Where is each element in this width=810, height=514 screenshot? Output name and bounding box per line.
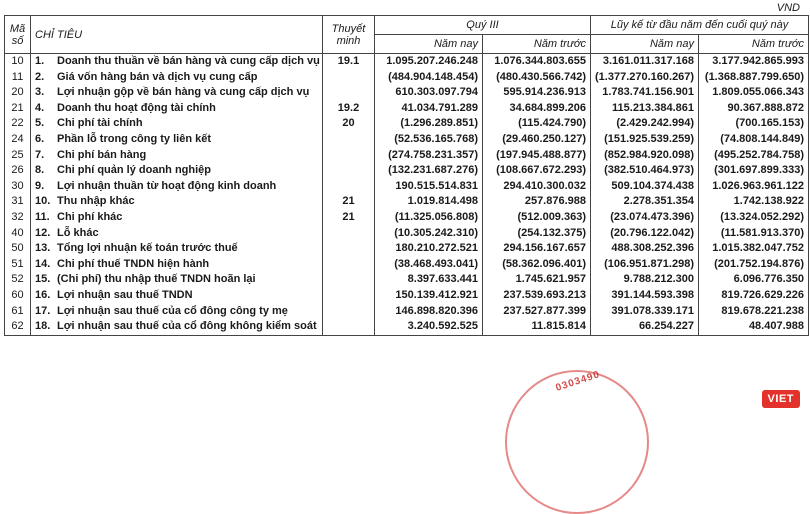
row-ytd-this-year: 391.144.593.398 (591, 288, 699, 304)
row-quarter-last-year: (29.460.250.127) (483, 132, 591, 148)
ytd-this-year-header: Năm nay (591, 35, 699, 54)
row-item (31, 163, 323, 179)
row-note (323, 163, 375, 179)
row-note (323, 257, 375, 273)
row-note (323, 132, 375, 148)
row-quarter-this-year: (52.536.165.768) (375, 132, 483, 148)
row-label: Doanh thu hoạt động tài chính (57, 101, 216, 114)
note-header: Thuyết minh (323, 16, 375, 54)
row-note: 20 (323, 116, 375, 132)
row-note (323, 226, 375, 242)
row-ytd-last-year: 48.407.988 (699, 319, 809, 335)
row-number: 8. (35, 164, 45, 177)
row-label: Chi phí bán hàng (57, 148, 147, 161)
row-ytd-last-year: 1.026.963.961.122 (699, 179, 809, 195)
row-number: 14. (35, 257, 51, 270)
row-number: 9. (35, 179, 45, 192)
currency-unit: VND (776, 2, 800, 14)
row-item (31, 257, 323, 273)
row-ytd-last-year: (74.808.144.849) (699, 132, 809, 148)
row-ytd-last-year: 1.742.138.922 (699, 194, 809, 210)
row-quarter-last-year: 257.876.988 (483, 194, 591, 210)
row-quarter-this-year: 180.210.272.521 (375, 241, 483, 257)
row-note (323, 272, 375, 288)
row-note: 19.2 (323, 101, 375, 117)
row-code: 31 (5, 194, 31, 210)
row-item (31, 241, 323, 257)
table-row (5, 319, 809, 335)
row-ytd-last-year: (495.252.784.758) (699, 148, 809, 164)
row-quarter-this-year: 8.397.633.441 (375, 272, 483, 288)
row-quarter-last-year: (254.132.375) (483, 226, 591, 242)
table-row (5, 288, 809, 304)
row-number: 11. (35, 210, 50, 223)
row-quarter-last-year: (58.362.096.401) (483, 257, 591, 273)
row-label: Chi phí tài chính (57, 117, 143, 130)
row-quarter-this-year: (484.904.148.454) (375, 70, 483, 86)
row-code: 21 (5, 101, 31, 117)
company-seal (505, 370, 649, 514)
q-last-year-header: Năm trước (483, 35, 591, 54)
row-code: 60 (5, 288, 31, 304)
row-ytd-this-year: (852.984.920.098) (591, 148, 699, 164)
row-note (323, 85, 375, 101)
row-ytd-last-year: (301.697.899.333) (699, 163, 809, 179)
row-item (31, 288, 323, 304)
row-quarter-this-year: 150.139.412.921 (375, 288, 483, 304)
table-row (5, 194, 809, 210)
table-row (5, 272, 809, 288)
row-number: 15. (35, 273, 51, 286)
row-quarter-this-year: (38.468.493.041) (375, 257, 483, 273)
row-item (31, 194, 323, 210)
row-note: 19.1 (323, 54, 375, 70)
row-code: 51 (5, 257, 31, 273)
ytd-last-year-header: Năm trước (699, 35, 809, 54)
table-row (5, 70, 809, 86)
row-ytd-this-year: 391.078.339.171 (591, 304, 699, 320)
row-ytd-last-year: 819.726.629.226 (699, 288, 809, 304)
income-statement-table (4, 15, 809, 336)
row-quarter-last-year: 34.684.899.206 (483, 101, 591, 117)
row-number: 5. (35, 117, 45, 130)
quarter-header: Quý III (375, 16, 591, 35)
table-row (5, 148, 809, 164)
row-quarter-last-year: 237.539.693.213 (483, 288, 591, 304)
row-label: Lợi nhuận thuần từ hoạt động kinh doanh (57, 179, 277, 192)
row-ytd-last-year: (201.752.194.876) (699, 257, 809, 273)
row-label: Phần lỗ trong công ty liên kết (57, 132, 212, 145)
row-quarter-this-year: 190.515.514.831 (375, 179, 483, 195)
row-note (323, 148, 375, 164)
row-note (323, 241, 375, 257)
table-row (5, 132, 809, 148)
row-quarter-this-year: (274.758.231.357) (375, 148, 483, 164)
row-quarter-last-year: 1.076.344.803.655 (483, 54, 591, 70)
row-number: 10. (35, 195, 51, 208)
row-label: Lỗ khác (57, 226, 99, 239)
row-quarter-last-year: 1.745.621.957 (483, 272, 591, 288)
row-number: 6. (35, 132, 45, 145)
row-ytd-this-year: 509.104.374.438 (591, 179, 699, 195)
row-code: 26 (5, 163, 31, 179)
row-ytd-this-year: 3.161.011.317.168 (591, 54, 699, 70)
row-code: 20 (5, 85, 31, 101)
row-ytd-last-year: 3.177.942.865.993 (699, 54, 809, 70)
row-label: Doanh thu thuần về bán hàng và cung cấp dịch vụ (57, 55, 320, 67)
row-note (323, 304, 375, 320)
row-code: 32 (5, 210, 31, 226)
row-ytd-this-year: (1.377.270.160.267) (591, 70, 699, 86)
table-row (5, 163, 809, 179)
row-label: (Chi phí) thu nhập thuế TNDN hoãn lại (57, 273, 256, 286)
row-item (31, 85, 323, 101)
row-item (31, 319, 323, 335)
row-code: 24 (5, 132, 31, 148)
row-quarter-this-year: (132.231.687.276) (375, 163, 483, 179)
row-quarter-this-year: (1.296.289.851) (375, 116, 483, 132)
row-number: 7. (35, 148, 45, 161)
row-ytd-last-year: (11.581.913.370) (699, 226, 809, 242)
row-note: 21 (323, 210, 375, 226)
row-code: 52 (5, 272, 31, 288)
row-item (31, 70, 323, 86)
table-row (5, 304, 809, 320)
row-ytd-this-year: (382.510.464.973) (591, 163, 699, 179)
row-quarter-this-year: 3.240.592.525 (375, 319, 483, 335)
table-row (5, 179, 809, 195)
table-row (5, 241, 809, 257)
table-row (5, 85, 809, 101)
row-code: 11 (5, 70, 31, 86)
row-code: 30 (5, 179, 31, 195)
row-number: 2. (35, 70, 45, 83)
row-ytd-last-year: (1.368.887.799.650) (699, 70, 809, 86)
row-number: 1. (35, 55, 45, 67)
row-quarter-last-year: (108.667.672.293) (483, 163, 591, 179)
row-quarter-last-year: 237.527.877.399 (483, 304, 591, 320)
row-quarter-this-year: 41.034.791.289 (375, 101, 483, 117)
row-quarter-last-year: (115.424.790) (483, 116, 591, 132)
row-note: 21 (323, 194, 375, 210)
row-item (31, 304, 323, 320)
row-code: 61 (5, 304, 31, 320)
row-note (323, 70, 375, 86)
row-label: Chi phí khác (57, 210, 123, 223)
row-label: Giá vốn hàng bán và dịch vụ cung cấp (57, 70, 258, 83)
q-this-year-header: Năm nay (375, 35, 483, 54)
row-ytd-last-year: 6.096.776.350 (699, 272, 809, 288)
row-ytd-this-year: (106.951.871.298) (591, 257, 699, 273)
row-ytd-last-year: (700.165.153) (699, 116, 809, 132)
row-quarter-this-year: 610.303.097.794 (375, 85, 483, 101)
row-item (31, 132, 323, 148)
row-quarter-last-year: 294.410.300.032 (483, 179, 591, 195)
row-label: Lợi nhuận gộp về bán hàng và cung cấp dịch vụ (57, 86, 310, 99)
row-quarter-last-year: (512.009.363) (483, 210, 591, 226)
row-ytd-last-year: (13.324.052.292) (699, 210, 809, 226)
row-ytd-last-year: 1.015.382.047.752 (699, 241, 809, 257)
row-code: 25 (5, 148, 31, 164)
table-row (5, 226, 809, 242)
row-label: Tổng lợi nhuận kế toán trước thuế (57, 242, 238, 255)
row-item (31, 210, 323, 226)
table-row (5, 257, 809, 273)
row-number: 4. (35, 101, 45, 114)
table-row (5, 54, 809, 70)
row-item (31, 54, 323, 70)
row-item (31, 116, 323, 132)
row-label: Thu nhập khác (57, 195, 135, 208)
row-item (31, 226, 323, 242)
row-note (323, 319, 375, 335)
viet-logo: VIET (762, 390, 800, 408)
row-number: 17. (35, 304, 51, 317)
row-note (323, 288, 375, 304)
row-item (31, 179, 323, 195)
row-number: 13. (35, 242, 51, 255)
row-number: 12. (35, 226, 51, 239)
row-quarter-this-year: 1.019.814.498 (375, 194, 483, 210)
table-row (5, 116, 809, 132)
row-code: 62 (5, 319, 31, 335)
row-label: Lợi nhuận sau thuế TNDN (57, 288, 193, 301)
code-header: Mã số (5, 16, 31, 54)
row-label: Chi phí thuế TNDN hiện hành (57, 257, 210, 270)
row-item (31, 148, 323, 164)
row-quarter-this-year: 1.095.207.246.248 (375, 54, 483, 70)
row-code: 50 (5, 241, 31, 257)
row-ytd-this-year: 66.254.227 (591, 319, 699, 335)
row-quarter-this-year: 146.898.820.396 (375, 304, 483, 320)
row-label: Lợi nhuận sau thuế của cổ đông không kiểm soát (57, 320, 317, 333)
item-header: CHỈ TIÊU (31, 16, 323, 54)
ytd-header: Lũy kế từ đầu năm đến cuối quý này (591, 16, 809, 35)
row-quarter-this-year: (10.305.242.310) (375, 226, 483, 242)
row-number: 18. (35, 320, 51, 333)
row-note (323, 179, 375, 195)
row-quarter-last-year: 595.914.236.913 (483, 85, 591, 101)
row-quarter-this-year: (11.325.056.808) (375, 210, 483, 226)
row-number: 16. (35, 288, 51, 301)
row-code: 40 (5, 226, 31, 242)
row-ytd-this-year: 115.213.384.861 (591, 101, 699, 117)
row-ytd-this-year: 1.783.741.156.901 (591, 85, 699, 101)
row-code: 10 (5, 54, 31, 70)
row-ytd-this-year: 488.308.252.396 (591, 241, 699, 257)
row-ytd-this-year: (151.925.539.259) (591, 132, 699, 148)
table-row (5, 101, 809, 117)
row-ytd-this-year: (23.074.473.396) (591, 210, 699, 226)
row-item (31, 101, 323, 117)
row-ytd-this-year: (2.429.242.994) (591, 116, 699, 132)
row-ytd-this-year: (20.796.122.042) (591, 226, 699, 242)
seal-text: 0303490 (554, 369, 602, 394)
row-number: 3. (35, 86, 45, 99)
row-code: 22 (5, 116, 31, 132)
row-quarter-last-year: 294.156.167.657 (483, 241, 591, 257)
row-quarter-last-year: 11.815.814 (483, 319, 591, 335)
row-label: Lợi nhuận sau thuế của cổ đông công ty mẹ (57, 304, 288, 317)
row-quarter-last-year: (197.945.488.877) (483, 148, 591, 164)
row-ytd-last-year: 819.678.221.238 (699, 304, 809, 320)
header-row-top (5, 16, 809, 35)
row-ytd-last-year: 90.367.888.872 (699, 101, 809, 117)
row-ytd-this-year: 2.278.351.354 (591, 194, 699, 210)
row-ytd-this-year: 9.788.212.300 (591, 272, 699, 288)
row-item (31, 272, 323, 288)
row-quarter-last-year: (480.430.566.742) (483, 70, 591, 86)
row-label: Chi phí quản lý doanh nghiệp (57, 164, 211, 177)
table-row (5, 210, 809, 226)
row-ytd-last-year: 1.809.055.066.343 (699, 85, 809, 101)
